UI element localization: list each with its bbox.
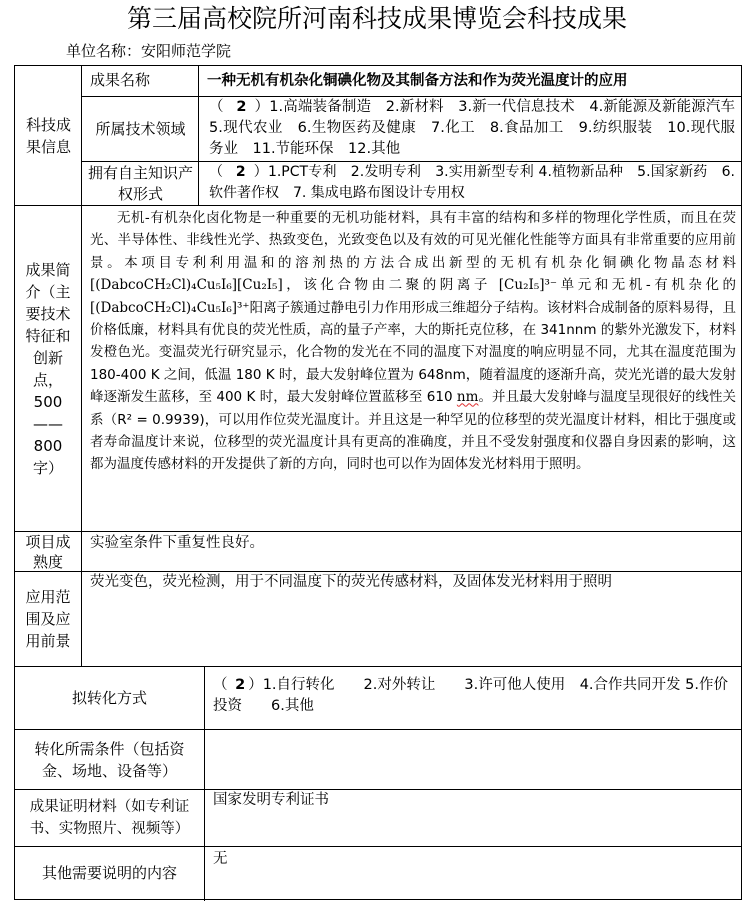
ip-selected: 2 [235, 164, 246, 180]
summary-p2: ，该化合物由二聚的阴离子 [282, 277, 499, 294]
unit-value: 安阳师范学院 [141, 42, 232, 60]
field-selected: 2 [236, 99, 247, 115]
unit-line [66, 40, 231, 62]
transfer-label: 拟转化方式 [71, 689, 147, 707]
application-value: 荧光变色，荧光检测，用于不同温度下的荧光传感材料，及固体发光材料用于照明 [90, 574, 612, 590]
spellcheck-nm: nm [456, 389, 479, 406]
proof-label: 成果证明材料（如专利证书、实物照片、视频等） [29, 799, 190, 837]
maturity-label: 项目成熟度 [25, 532, 71, 571]
summary-p3: 单元和无机-有机杂化的 [557, 277, 736, 294]
application-label: 应用范围及应用前景 [25, 588, 71, 650]
other-value: 无 [213, 851, 228, 867]
summary-p4: 阳离子簇通过静电引力作用形成三维超分子结构。该材料合成制备的原料易得，且价格低廉，材料具有优良的荧光性质，高的量子产率，大的斯托克位移，在 341nnm 的紫外光激发下，材料发橙色光。变温荧光行研究显示，化合物的发光在不同的温度下对温度的响应明显不同，尤其在温度范围为 180-400 K 之间，低温 180 K 时，最大发射峰位置为 648nm，随着温度的逐渐升高，荧光光谱的最大发射峰逐渐发生蓝移，至 400 K 时，最大发射峰位置蓝移至 610 [90, 299, 736, 406]
proof-value: 国家发明专利证书 [213, 792, 329, 808]
ip-label: 拥有自主知识产权形式 [88, 163, 194, 203]
document-title: 第三届高校院所河南科技成果博览会科技成果 [126, 4, 627, 33]
unit-label: 单位名称： [66, 42, 142, 60]
transfer-selected: 2 [235, 677, 246, 693]
section-info-label-text: 科技成果信息 [25, 115, 71, 156]
other-label: 其他需要说明的内容 [41, 864, 177, 882]
summary-p1: 无机-有机杂化卤化物是一种重要的无机功能材料，具有丰富的结构和多样的物理化学性质，而且在荧光、半导体性、非线性光学、热致变色，光致变色以及有效的可见光催化性能等方面具有非常重要的应用前景。本项目专利利用温和的溶剂热的方法合成出新型的无机有机杂化铜碘化物晶态材料 [90, 210, 736, 271]
summary-label: 成果简介（主要技术特征和创新点，500——800字） [25, 260, 71, 477]
name-label: 成果名称 [90, 71, 151, 89]
maturity-value: 实验室条件下重复性良好。 [90, 535, 264, 551]
summary-p5: 。并且最大发射峰与温度呈现很好的线性关系（R² = 0.9939)，可以用作位荧光温度计。并且这是一种罕见的位移型的荧光温度计材料，相比于强度或者寿命温度计来说，位移型的荧光温度计具有更高的准确度，并且不受发射强度和仪器自身因素的影响，这都为温度传感材料的开发提供了新的方向，同时也可以作为固体发光材料用于照明。 [90, 389, 737, 473]
ip-options: ）1.PCT专利 2.发明专利 3.实用新型专利 4.植物新品种 5.国家新药 6.软件著作权 7. 集成电路布图设计专用权 [209, 164, 735, 201]
name-value: 一种无机有机杂化铜碘化物及其制备方法和作为荧光温度计的应用 [207, 72, 628, 89]
summary-text [82, 206, 742, 531]
field-label: 所属技术领域 [95, 120, 186, 138]
conditions-label: 转化所需条件（包括资金、场地、设备等） [34, 739, 185, 780]
conditions-value [205, 730, 742, 789]
formula-1: [(DabcoCH₂Cl)₄Cu₅I₆][Cu₂I₅] [90, 277, 283, 294]
field-value: （ 2 ）1.高端装备制造 2.新材料 3.新一代信息技术 4.新能源及新能源汽车 5.现代农业 6.生物医药及健康 7.化工 8.食品加工 9.纺织服装 10.现代服务业 11.节能环保 12.其他 [209, 99, 750, 157]
section-info-label [15, 66, 82, 205]
formula-2: [Cu₂I₅]³⁻ [498, 277, 558, 294]
transfer-options: ）1.自行转化 2.对外转让 3.许可他人使用 4.合作共同开发 5.作价投资 6.其他 [213, 677, 728, 714]
field-options: ）1.高端装备制造 2.新材料 3.新一代信息技术 4.新能源及新能源汽车 5.现代农业 6.生物医药及健康 7.化工 8.食品加工 9.纺织服装 10.现代服务业 11.节能环保 12.其他 [209, 99, 750, 157]
transfer-value: （ 2 ）1.自行转化 2.对外转让 3.许可他人使用 4.合作共同开发 5.作价投资 6.其他 [213, 677, 728, 714]
achievement-form-table [14, 65, 750, 900]
ip-value: （ 2 ）1.PCT专利 2.发明专利 3.实用新型专利 4.植物新品种 5.国家新药 6.软件著作权 7. 集成电路布图设计专用权 [209, 164, 735, 201]
formula-3: [(DabcoCH₂Cl)₄Cu₅I₆]³⁺ [90, 299, 250, 316]
